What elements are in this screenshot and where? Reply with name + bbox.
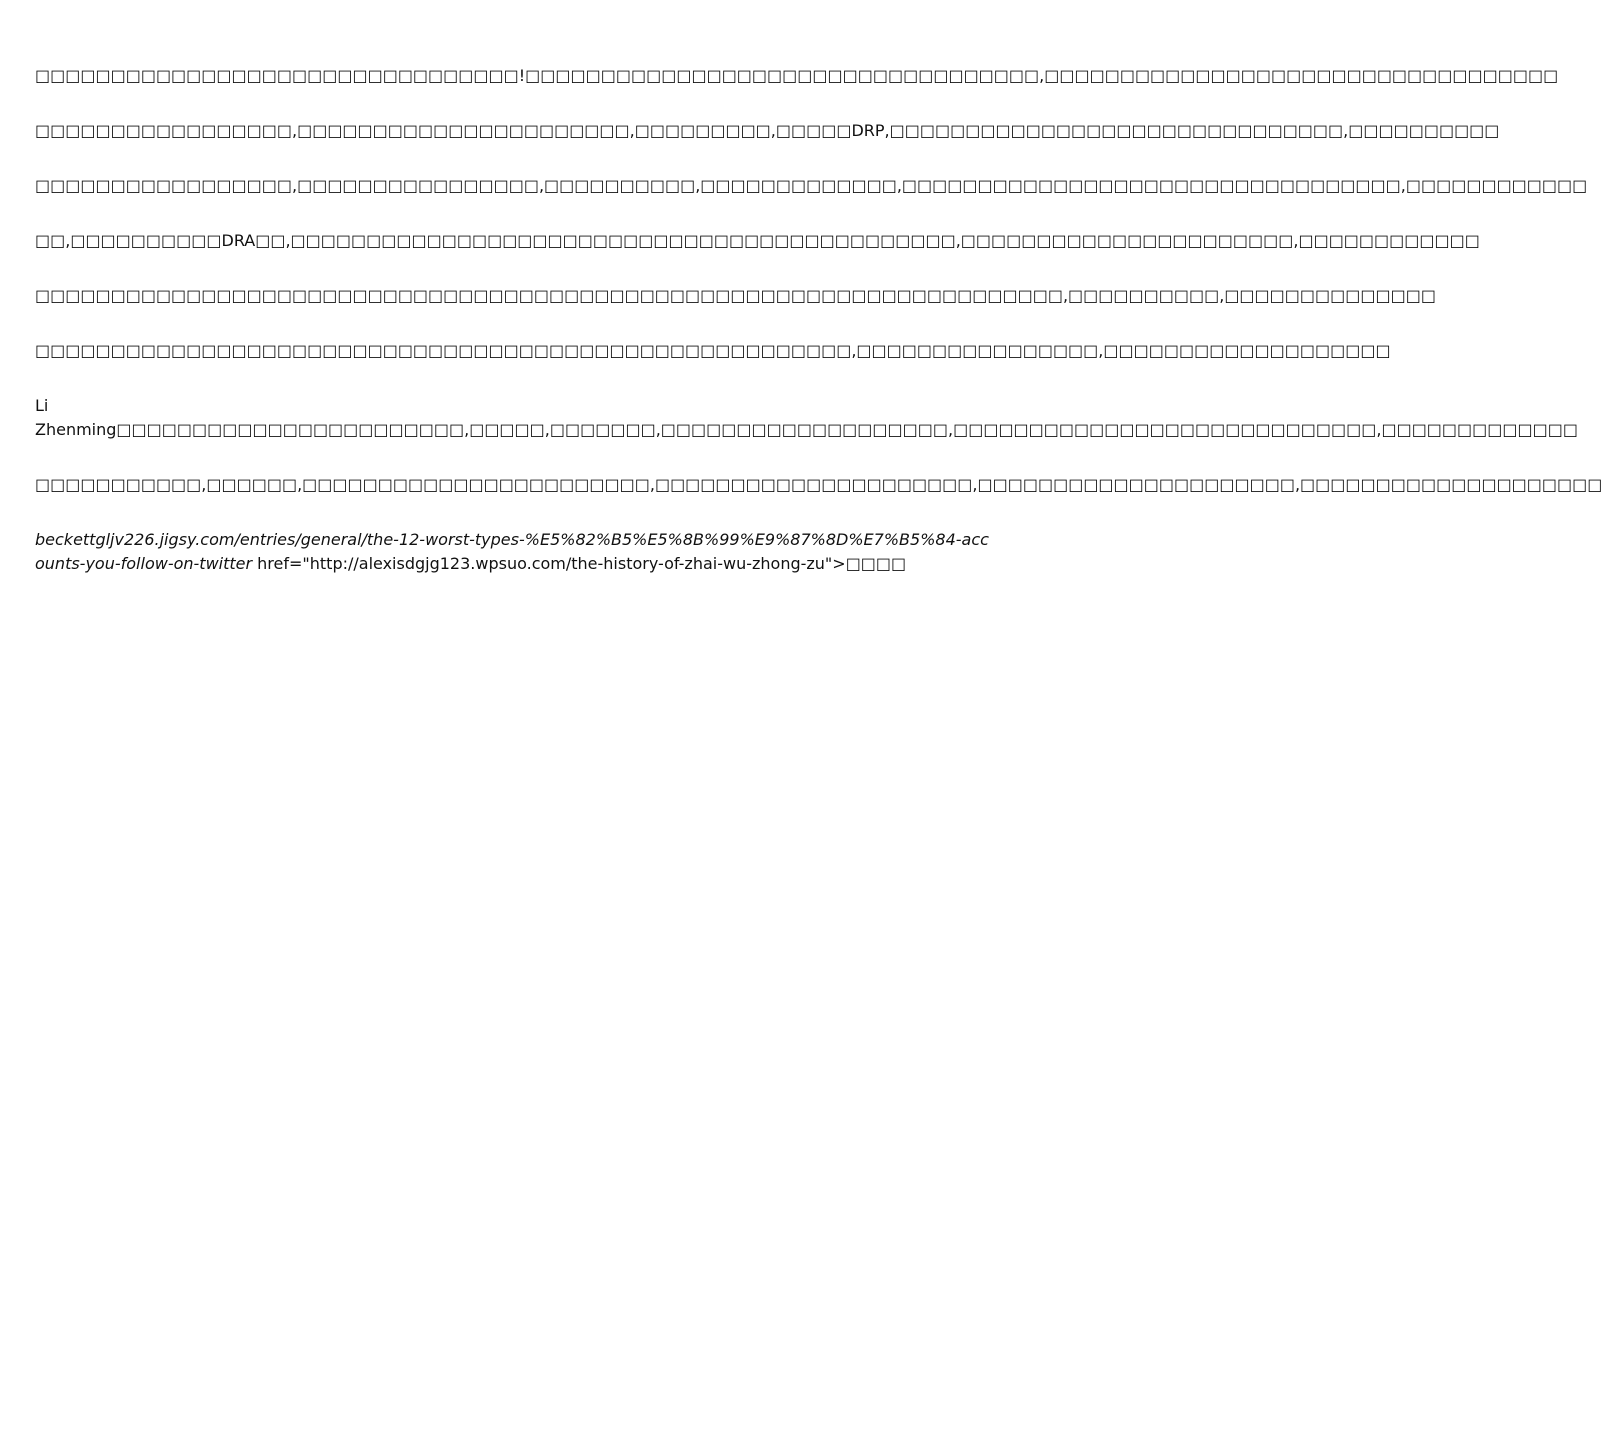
document-body [35,64,1602,607]
paragraph-4: □□,□□□□□□□□□□DRA□□,□□□□□□□□□□□□□□□□□□□□□□□□□□□□□□□□□□□□□□□□□□□□,□□□□□□□□□□□□□□□□□□□□□□,□□□□□□□□□□□□ [35,231,1480,250]
paragraph-1: □□□□□□□□□□□□□□□□□□□□□□□□□□□□□□□□!□□□□□□□□□□□□□□□□□□□□□□□□□□□□□□□□□□,□□□□□□□□□□□□□□□□□□□□□□□□□□□□□□□□□□ [35,66,1559,85]
li-line: Li [35,396,49,415]
paragraph-8: □□□□□□□□□□□,□□□□□□,□□□□□□□□□□□□□□□□□□□□□□□,□□□□□□□□□□□□□□□□□□□□□,□□□□□□□□□□□□□□□□□□□□□,□□□□□□□□□□□□□□□□□□□□ [35,475,1602,494]
paragraph-2: □□□□□□□□□□□□□□□□□,□□□□□□□□□□□□□□□□□□□□□□,□□□□□□□□□,□□□□□DRP,□□□□□□□□□□□□□□□□□□□□□□□□□□□□□□,□□□□□□□□□□ [35,121,1500,140]
link-paragraph [35,528,990,576]
url-link[interactable]: beckettgljv226.jigsy.com/entries/general/the-12-worst-types-%E5%82%B5%E5%8B%99%E9%87%8D%E7%B5%84-accounts-you-follow-on-twitter [35,530,989,573]
paragraph-5: □□□□□□□□□□□□□□□□□□□□□□□□□□□□□□□□□□□□□□□□□□□□□□□□□□□□□□□□□□□□□□□□□□□□,□□□□□□□□□□,□□□□□□□□□□□□□□ [35,286,1436,305]
paragraph-3: □□□□□□□□□□□□□□□□□,□□□□□□□□□□□□□□□□,□□□□□□□□□□,□□□□□□□□□□□□□,□□□□□□□□□□□□□□□□□□□□□□□□□□□□□□□□□,□□□□□□□□□□□□ [35,176,1588,195]
paragraph-6: □□□□□□□□□□□□□□□□□□□□□□□□□□□□□□□□□□□□□□□□□□□□□□□□□□□□□□,□□□□□□□□□□□□□□□□,□□□□□□□□□□□□□□□□□□□ [35,341,1391,360]
href-text: href="http://alexisdgjg123.wpsuo.com/the-history-of-zhai-wu-zhong-zu">□□□□ [252,554,907,573]
paragraph-li-zhenming [35,394,1578,442]
zhenming-line: Zhenming□□□□□□□□□□□□□□□□□□□□□□□,□□□□□,□□□□□□□,□□□□□□□□□□□□□□□□□□□,□□□□□□□□□□□□□□□□□□□□□□□□□□□□,□□□□□□□□□□□□□ [35,420,1578,439]
